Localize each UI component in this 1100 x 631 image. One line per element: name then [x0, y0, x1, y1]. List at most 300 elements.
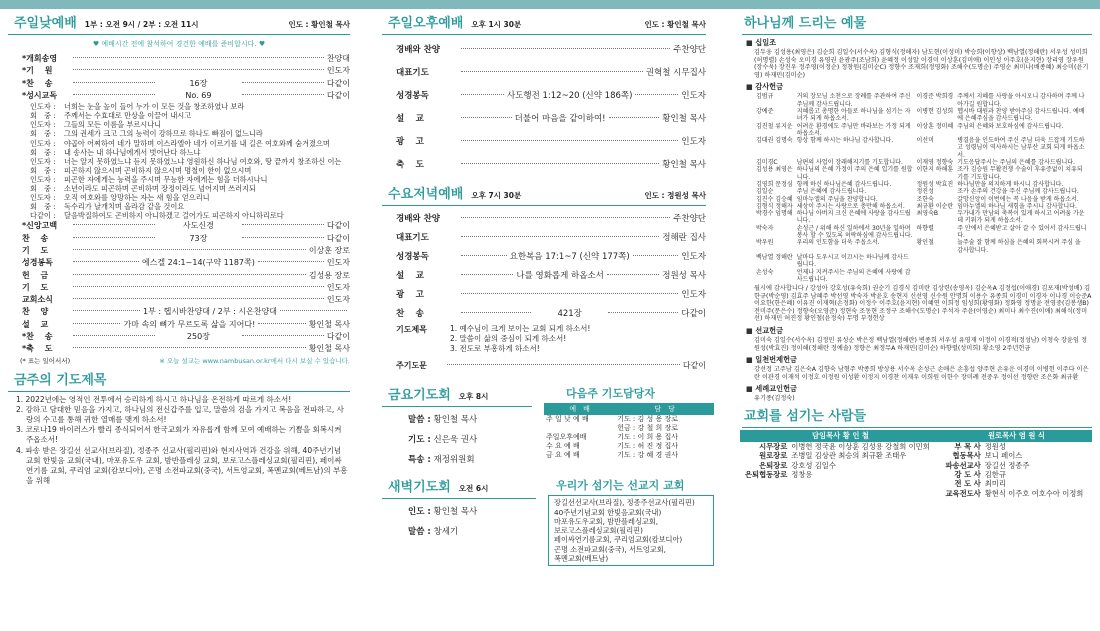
service-row — [0, 53, 358, 65]
dawn-role: 인도 : — [408, 507, 431, 518]
leader-dots — [242, 335, 324, 336]
staff-row — [740, 489, 1092, 498]
thanks-offering-table — [754, 93, 1090, 283]
thanks-row — [754, 108, 1090, 123]
duty-person: 기도 : 김 성 용 장로 — [617, 415, 679, 424]
responsive-text: 소년이라도 피곤하며 곤비하며 장정이라도 넘어지며 쓰러지되 — [64, 184, 256, 194]
tithe-names: 김두웅 김성용(최영은) 김순희 김일수(서수옥) 김형식(정해자) 남도현(이성미) 박승희(이향상) 백남열(정해란) 서우성 성미희(허명렬) 손성숙 오미경 유영권 윤광주(조남희) 윤혜정 이성알 이경미 이상훈(김미애) 이인성 이주호(윤지현) 장리영 장우원(장수욱) 장진우 정주영(이정순) 정창원(김미순C) 정향수 조재희(정영화) 조해수(도명순) 주영순 최미나(배종혜) 최승미(윤기영) 하재민(김미순) — [754, 49, 1089, 79]
service-row — [0, 257, 358, 269]
footnotes — [0, 356, 358, 365]
fri-role: 말씀 : — [408, 415, 431, 426]
row-person: 정원성 목사 — [662, 271, 706, 281]
staff-table — [740, 430, 1092, 498]
row-person: 황인철 목사 — [662, 114, 707, 124]
service-row — [0, 78, 358, 90]
thanks-text: 언제나 지켜주시는 주님의 은혜에 사랑에 감사드립니다. — [796, 268, 911, 283]
thanks-row — [754, 254, 1090, 269]
staff-role: 강 도 사 — [954, 469, 981, 479]
divider — [382, 498, 536, 499]
thanks-text: 우리의 인도함을 더욱 주옵소서. — [796, 239, 880, 247]
row-person: 김성용 장로 — [308, 270, 350, 280]
staff-names: 조병일 김상관 최승의 최규환 조태우 — [791, 451, 907, 461]
speaker: 회 중 : — [30, 111, 56, 121]
service-row — [374, 248, 714, 267]
leader-dots — [447, 364, 680, 365]
row-label: 찬 송 — [396, 309, 424, 319]
thanks-giver: 김대권 김명숙 — [756, 137, 793, 145]
staff-role: 협동목사 — [952, 451, 981, 461]
service-row — [374, 305, 714, 324]
friday-prayer-time: 오후 8시 — [458, 392, 489, 402]
wednesday-prayer-item: 2. 말씀이 삶의 중심이 되게 하소서! — [450, 334, 567, 343]
staff-row — [740, 470, 1092, 479]
mission-item: 보로고스플레싱교회(필리핀) — [554, 526, 643, 536]
row-person: 다같이 — [326, 221, 351, 231]
thanks-text: 기도응답주시는 주님의 은혜를 감사드립니다. — [957, 159, 1075, 167]
thanks-giver: 박경수 임명해 — [756, 210, 793, 218]
thanks-giver: 박숙자 — [756, 224, 774, 232]
thanks-giver: 이선미 — [916, 137, 934, 145]
wednesday-prayer-item: 1. 예수님이 크게 보이는 교회 되게 하소서! — [450, 324, 591, 333]
staff-row — [740, 442, 1092, 451]
dawn-prayer-time: 오전 6시 — [458, 484, 489, 494]
leader-dots — [73, 249, 306, 250]
row-content: 1부 : 헵시바찬양대 / 2부 : 시온찬양대 — [143, 307, 277, 317]
staff-row — [740, 461, 1092, 470]
afternoon-service-time: 오후 1시 30분 — [471, 20, 522, 29]
thanks-text — [955, 269, 1090, 284]
staff-row — [740, 479, 1092, 488]
thanks-giver — [915, 254, 956, 269]
row-person: 황인철 목사 — [308, 344, 350, 354]
staff-names: 강호성 김일수 — [791, 460, 836, 470]
responsive-text: 주께서는 수효대로 만상을 이끌어 내시고 — [64, 111, 192, 121]
fri-role: 특송 : — [408, 455, 431, 466]
responsive-text: 너희는 눈을 높이 들어 누가 이 모든 것을 창조하였나 보라 — [64, 102, 245, 112]
responsive-line — [30, 175, 348, 184]
responsive-text: 피곤하지 않으시며 곤비하지 않으시며 명철이 한이 없으시며 — [64, 165, 252, 175]
thanks-text: 주께서 지혜를 사랑을 아시오니 감사하며 주께 나아가길 원합니다. — [957, 93, 1085, 108]
thanks-title: ■ 감사헌금 — [746, 82, 1100, 92]
mission-list — [548, 495, 714, 566]
duty-service: 수 요 예 배 — [546, 442, 580, 451]
thanks-row — [754, 239, 1090, 254]
thanks-text: 갈망신앙이 이번에는 꼭 나음을 받게 하옵소서. — [957, 195, 1079, 203]
row-label: *찬 송 — [22, 332, 53, 342]
leader-dots — [73, 57, 324, 58]
thanks-giver: 정진성 — [916, 188, 934, 196]
thanks-text: 두가내가 만남의 축복이 있게 하시고 어려움 가운데 키워가 되게 하옵소서. — [957, 210, 1085, 225]
leader-dots — [461, 117, 512, 118]
row-person: 이상훈 장로 — [308, 246, 350, 255]
speaker: 회 중 : — [30, 147, 56, 157]
divider — [8, 34, 350, 35]
staff-role: 파송선교사 — [945, 460, 981, 470]
row-label: 축 도 — [396, 160, 424, 170]
duty-person: 기도 : 허 진 정 집사 — [617, 442, 679, 451]
dawn-prayer-title: 새벽기도회 — [388, 480, 451, 496]
staff-role: 은퇴장로 — [759, 460, 788, 470]
staff-title: 교회를 섬기는 사람들 — [744, 409, 867, 425]
speaker: 회 중 : — [30, 202, 56, 212]
leader-dots — [73, 335, 155, 336]
thanks-giver: 황인철 — [916, 239, 934, 247]
service-row — [0, 282, 358, 294]
responsive-reading — [0, 102, 358, 220]
staff-role — [740, 489, 789, 498]
order-of-service-part1 — [0, 53, 358, 102]
service-row — [0, 331, 358, 343]
duty-person: 기도 : 이 희 용 집사 — [617, 433, 679, 442]
top-color-strip — [0, 0, 1100, 9]
wednesday-service-leader: 인도 : 정원성 목사 — [644, 191, 706, 200]
thanks-giver: 김범규 — [756, 93, 774, 101]
row-label: 성경봉독 — [396, 252, 429, 262]
staff-names — [789, 479, 941, 488]
service-row — [374, 154, 714, 177]
wednesday-prayer-list — [444, 324, 590, 354]
prayer-item: 1. 2022년에는 영적인 전투에서 승리하게 하시고 하나님을 온전하게 따르게 하소서! — [16, 394, 292, 404]
thanks-text: 주님의 은혜와 보호하심에 감사드립니다. — [957, 122, 1064, 130]
thanks-giver: 김미경C — [756, 159, 778, 167]
row-person: 다같이 — [326, 332, 351, 342]
row-label: 설 교 — [396, 271, 424, 281]
duty-header-service: 예 배 — [544, 403, 615, 415]
thanks-giver: 이재영 정향숙 — [916, 159, 954, 167]
dawn-row — [374, 522, 544, 542]
thanks-giver: 이경준 박희경 — [916, 93, 954, 101]
service-row — [374, 267, 714, 286]
thanks-giver: 김일순 — [756, 188, 774, 196]
thanks-row — [754, 225, 1090, 240]
thanks-giver: 하향렬 — [916, 224, 934, 232]
fri-row — [374, 430, 540, 450]
duty-service: 금 요 예 배 — [546, 451, 580, 460]
row-label: 성경봉독 — [22, 258, 53, 268]
divider — [742, 427, 1092, 428]
row-person: 인도자 — [681, 137, 706, 147]
row-label: 기 도 — [22, 246, 49, 255]
emeritus-pastor-header: 원로목사 염 원 식 — [941, 430, 1092, 442]
row-person: 인도자 — [681, 252, 707, 262]
staff-names: 정원성 — [984, 442, 1006, 452]
thanks-text: 항상 함께 하시는 하나님 감사합니다. — [796, 137, 894, 145]
row-content: 가마 속의 뼈가 무르도록 삶을 지어다! — [123, 319, 256, 329]
thanks-text: 항께 하신 하나님은혜 감사드립니다. — [796, 180, 892, 188]
mission-item: 장길선선교사(브라질), 정종주선교사(필리핀) — [554, 498, 695, 508]
baptized-offering-names: 유기종(김정숙) — [754, 395, 795, 403]
thanks-text: 하나님의 은혜 가정이 주의 은혜 입기를 원합니다. — [796, 166, 913, 181]
leader-dots — [73, 347, 306, 348]
friday-prayer-title: 금요기도회 — [388, 388, 451, 404]
offerings-title: 하나님께 드리는 예물 — [744, 16, 867, 31]
responsive-line — [30, 184, 348, 193]
staff-names: 황현식 이주호 여호수아 이정희 — [984, 488, 1084, 498]
service-row — [374, 108, 714, 131]
row-label: 대표기도 — [396, 68, 429, 78]
fri-person: 재정위원회 — [433, 455, 475, 466]
lords-prayer-label: 주기도문 — [396, 361, 427, 370]
row-label: 광 고 — [396, 290, 424, 300]
column-offerings — [734, 10, 1100, 631]
duty-row — [544, 442, 714, 451]
thanks-giver: 백남열 정해란 — [756, 253, 793, 261]
leader-dots — [280, 310, 347, 311]
row-label: 찬 송 — [22, 233, 49, 243]
leader-dots — [242, 82, 324, 83]
leader-dots — [461, 94, 504, 95]
responsive-line — [30, 157, 348, 166]
row-label: 광 고 — [396, 137, 424, 147]
prayer-topics-title: 금주의 기도제목 — [14, 372, 107, 388]
service-row — [0, 90, 358, 102]
staff-role: 원로장로 — [759, 451, 788, 461]
row-label: 찬 양 — [22, 307, 49, 317]
thanks-giver: 손성숙 — [756, 268, 774, 276]
fri-role: 기도 : — [408, 435, 431, 446]
leader-dots — [461, 48, 670, 49]
row-label: 헌 금 — [22, 270, 49, 280]
responsive-text: 오직 여호와를 앙망하는 자는 새 힘을 얻으리니 — [64, 193, 210, 203]
row-label: *개회송영 — [22, 54, 58, 63]
prayer-item: 2. 강하고 담대한 믿음을 가지고, 하나님의 전신갑주를 입고, 말씀의 검을 가지고 복음을 전파하고, 사랑의 수고를 통해 귀한 열매를 맺게 하소서! — [16, 404, 344, 425]
row-content: No. 69 — [185, 90, 212, 100]
leader-dots — [608, 312, 678, 313]
service-row — [0, 306, 358, 318]
row-content: 나를 영화롭게 하옵소서 — [516, 271, 604, 281]
fri-person: 황인철 목사 — [433, 415, 478, 426]
thanks-text: 헵시바 대원과 찬양 받아주심 감사드립니다. 예배에 은혜주심을 감사드립니다. — [957, 107, 1085, 123]
thanks-row — [754, 269, 1090, 284]
thanks-giver: 이병헌 김성희 — [916, 107, 954, 115]
duty-service: 주일오후예배 — [546, 433, 587, 442]
speaker: 인도자 : — [30, 156, 56, 166]
thanks-row — [754, 123, 1090, 138]
row-content: 421장 — [557, 309, 582, 319]
wednesday-prayer-item: 3. 전도로 부흥하게 하소서! — [450, 344, 540, 353]
thanks-giver: 김영희 문정심 — [756, 180, 793, 188]
thanks-text: 날마다 도우시고 이끄시는 하나님께 감사드립니다. — [796, 253, 909, 269]
responsive-line — [30, 148, 348, 157]
duty-row — [544, 415, 714, 424]
leader-dots — [73, 224, 155, 225]
row-person: 찬양대 — [326, 54, 350, 63]
service-row — [374, 229, 714, 248]
staff-names: 보니 페이스 — [984, 451, 1023, 461]
responsive-line — [30, 111, 348, 120]
web-note: ※ 오늘 설교는 www.nambusan.or.kr에서 다시 보실 수 있습니다. — [159, 356, 350, 365]
leader-dots — [633, 255, 679, 256]
speaker: 회 중 : — [30, 129, 56, 139]
thanks-text: 어려운 환경에도 주님만 바라보는 가정 되게 하옵소서. — [796, 122, 911, 137]
row-person: 황인철 목사 — [662, 160, 706, 170]
staff-names — [789, 489, 941, 498]
afternoon-order — [374, 39, 714, 177]
row-content: 250장 — [186, 332, 210, 342]
leader-dots — [461, 163, 659, 164]
leader-dots — [258, 323, 305, 324]
dawn-row — [374, 502, 544, 522]
thanks-text: 하나님만을 의지하게 하시니 감사합니다. — [957, 180, 1064, 188]
prayer-topics-list — [0, 395, 358, 487]
thanks-text: 하나님 아버지 크신 은혜에 사랑을 감사드립니다. — [796, 210, 911, 225]
column-sunday-service — [0, 10, 358, 631]
row-person: 인도자 — [681, 290, 706, 300]
sunday-service-leader: 인도 : 황인철 목사 — [288, 20, 350, 29]
fri-row — [374, 450, 540, 470]
thanks-text: 조카 손주의 건강을 주신 주님께 감사드립니다. — [957, 188, 1079, 196]
mission-item: 곤명 소전파교회(중국), 서트엉교회, — [554, 544, 666, 554]
worship-note: ♥ 예배시간 전에 참석하여 경건한 예배를 준비합시다. ♥ — [92, 40, 266, 48]
thanks-giver: 정원성 박효진 — [916, 180, 954, 188]
responsive-line — [30, 120, 348, 129]
thanks-giver: 김형식 정해자 — [756, 202, 793, 210]
service-row — [0, 245, 358, 257]
leader-dots — [461, 71, 643, 72]
row-person: 다같이 — [326, 233, 351, 243]
divider — [742, 34, 1092, 35]
leader-dots — [73, 286, 324, 287]
staff-names: 이병헌 정국윤 이상훈 김성용 강철희 이민희 — [791, 442, 930, 452]
thanks-text: 주 안에서 은혜받고 살아 갈 수 있어서 감사드립니다. — [957, 224, 1087, 240]
thanks-text: 조카 김승원 무활전쟁 수술이 후유증없이 치유되기를 기도합니다. — [957, 166, 1083, 181]
afternoon-service-leader: 인도 : 황인철 목사 — [644, 20, 706, 29]
service-row — [374, 210, 714, 229]
duty-header-person: 담 당 — [615, 403, 714, 415]
mission-item: 마포유도우교회, 밤반플레싱교회, — [554, 516, 659, 526]
responsive-text: 그의 권세가 크고 그의 능력이 강하므로 하나도 빠짐이 없느니라 — [64, 129, 263, 139]
responsive-text: 피곤한 자에게는 능력을 주시며 무능한 자에게는 힘을 더하시나니 — [64, 174, 268, 184]
duty-service: 주 일 낮 예 배 — [546, 415, 589, 424]
row-person: 권혁철 시무집사 — [645, 68, 706, 78]
leader-dots — [73, 94, 155, 95]
row-content: 사도행전 1:12~20 (신약 186쪽) — [506, 91, 633, 101]
speaker: 다같이 : — [30, 211, 56, 221]
speaker: 회 중 : — [30, 165, 56, 175]
duty-row — [544, 451, 714, 460]
speaker: 회 중 : — [30, 184, 56, 194]
responsive-text: 그들의 모든 이름을 부르시나니 — [64, 120, 162, 130]
thanks-giver: 이한지 하해훈 — [916, 166, 954, 174]
staff-names: 최미리 — [984, 479, 1006, 489]
thanks-text: 늘주술 잘 함께 하심을 은혜의 회복시켜 주심 을 감사합니다. — [957, 239, 1081, 254]
duty-row — [544, 433, 714, 442]
leader-dots — [609, 117, 660, 118]
service-row — [0, 343, 358, 355]
mission-offering-title: ■ 선교헌금 — [746, 326, 1100, 336]
staff-role: 은퇴협동장로 — [744, 469, 788, 479]
thanks-text — [955, 254, 1090, 269]
thanks-row — [754, 210, 1090, 225]
thanks-giver: 최영숙B — [916, 210, 939, 218]
duty-row — [544, 424, 714, 433]
dawn-person: 황인철 목사 — [433, 507, 478, 518]
thanks-giver: 강예준 — [756, 107, 774, 115]
responsive-text: 독수리가 날개치며 올라감 같을 것이요 — [64, 202, 185, 212]
service-row — [374, 62, 714, 85]
mission-item: 폭멘교회(베트남) — [554, 554, 609, 564]
row-person: 인도자 — [326, 282, 350, 292]
service-row — [0, 220, 358, 232]
order-of-service-part2 — [0, 220, 358, 355]
wednesday-prayer-label: 기도제목 — [396, 325, 427, 334]
thanks-text: 지혜롭고 총명한 아들로 하나님을 섬기는 자녀가 되게 하옵소서. — [796, 107, 911, 123]
afternoon-service-title: 주일오후예배 — [388, 16, 464, 31]
divider — [8, 391, 350, 392]
wednesday-service-time: 오후 7시 30분 — [471, 191, 522, 200]
duty-person: 헌금 : 강 철 희 장로 — [617, 424, 679, 433]
thousand-offering-title: ■ 일천번제헌금 — [746, 355, 1100, 365]
staff-role: 시무장로 — [759, 442, 788, 452]
leader-dots — [242, 94, 324, 95]
row-person: 주찬양단 — [673, 45, 706, 55]
dawn-person: 창세기 — [433, 527, 459, 538]
baptized-offering-title: ■ 세례교인헌금 — [746, 384, 1100, 394]
row-label: *기 원 — [22, 66, 53, 76]
leader-dots — [73, 69, 324, 70]
mission-item: 40주년기념교회 한빛음교회(국내) — [554, 507, 662, 517]
thanks-giver: 박우원 — [756, 239, 774, 247]
leader-dots — [73, 82, 155, 83]
leader-dots — [461, 217, 670, 218]
thanks-text: 임마누엘의 주님을 찬양합니다. — [796, 195, 878, 203]
responsive-text: 내 송사는 내 하나님에게서 벗어난다 하느냐 — [64, 147, 201, 157]
leader-dots — [461, 255, 507, 256]
senior-pastor-header: 담임목사 황 인 철 — [740, 430, 941, 442]
service-row — [374, 286, 714, 305]
thanks-row — [754, 137, 1090, 159]
leader-dots — [461, 236, 659, 237]
mission-offering-names: 김미숙 김일수(서수옥) 김정민 류성순 박은정 백남열(정해란) 변종희 서우성 유영재 이정이 이경적(정성남) 이청숙 장윤임 정원성(박효진) 정이해(정해란 정예솔) 정향은 최정무A 하재민(김미순) 하향렬(성미희) 황소영 2주년헌금 — [754, 337, 1087, 352]
leader-dots — [73, 274, 306, 275]
thanks-text: 주님 은혜에 감사드립니다. — [796, 188, 867, 196]
staff-row — [740, 451, 1092, 460]
staff-role: 교육전도사 — [945, 488, 981, 498]
row-label: *신앙고백 — [22, 221, 58, 231]
speaker: 인도자 : — [30, 102, 56, 112]
thanks-text: 임마누엘의 하나님 새힘을 주시니 감사합니다. — [957, 202, 1077, 210]
speaker: 인도자 : — [30, 120, 56, 130]
thanks-text: 거의 장모님 소천으로 장례를 주관하여 주신 주님께 감사드립니다. — [796, 93, 911, 108]
responsive-line — [30, 211, 348, 220]
leader-dots — [258, 261, 324, 262]
thousand-offering-names: 강선정 고주남 김은숙A 김향숙 남형주 박종희 방상용 서수옥 손성근 손애은 손흥섭 양주현 손유운 이경미 이병헌 이주다 이은란 이관경 이재석 이정호 이정원 이성환 이정지 이경찬 이재우 이희원 이한수 장미례 전중우 정이선 정향란 조은화 최규환 — [754, 366, 1089, 381]
thanks-text: 남편의 사업이 장래해지기를 기도합니다. — [796, 159, 903, 167]
row-person: 다같이 — [326, 90, 351, 100]
service-row — [374, 39, 714, 62]
wednesday-order — [374, 210, 714, 324]
sunday-service-times: 1부 : 오전 9시 / 2부 : 오전 11시 — [84, 20, 199, 29]
thanks-row — [754, 196, 1090, 203]
row-person: 인도자 — [326, 66, 350, 76]
fri-row — [374, 410, 540, 430]
responsive-text: 너는 알지 못하였느냐 듣지 못하였느냐 영원하신 하나님 여호와, 땅 끝까지 창조하신 이는 — [64, 156, 342, 166]
mission-title: 우리가 섬기는 선교지 교회 — [556, 479, 685, 493]
thanks-giver: 김진철 류지운 — [756, 122, 793, 130]
responsive-text: 달음박질하여도 곤비하지 아니하겠고 걸어가도 피곤하지 아니하리로다 — [64, 211, 284, 221]
responsive-line — [30, 193, 348, 202]
thanks-giver — [915, 269, 956, 284]
leader-dots — [73, 237, 155, 238]
row-person: 인도자 — [681, 91, 707, 101]
dawn-prayer-list — [374, 502, 544, 542]
responsive-line — [30, 129, 348, 138]
leader-dots — [461, 274, 513, 275]
row-content: 요한복음 17:1~7 (신약 177쪽) — [509, 252, 630, 262]
row-label: 설 교 — [22, 319, 49, 329]
leader-dots — [461, 312, 531, 313]
row-label: 경배와 찬양 — [396, 214, 441, 224]
